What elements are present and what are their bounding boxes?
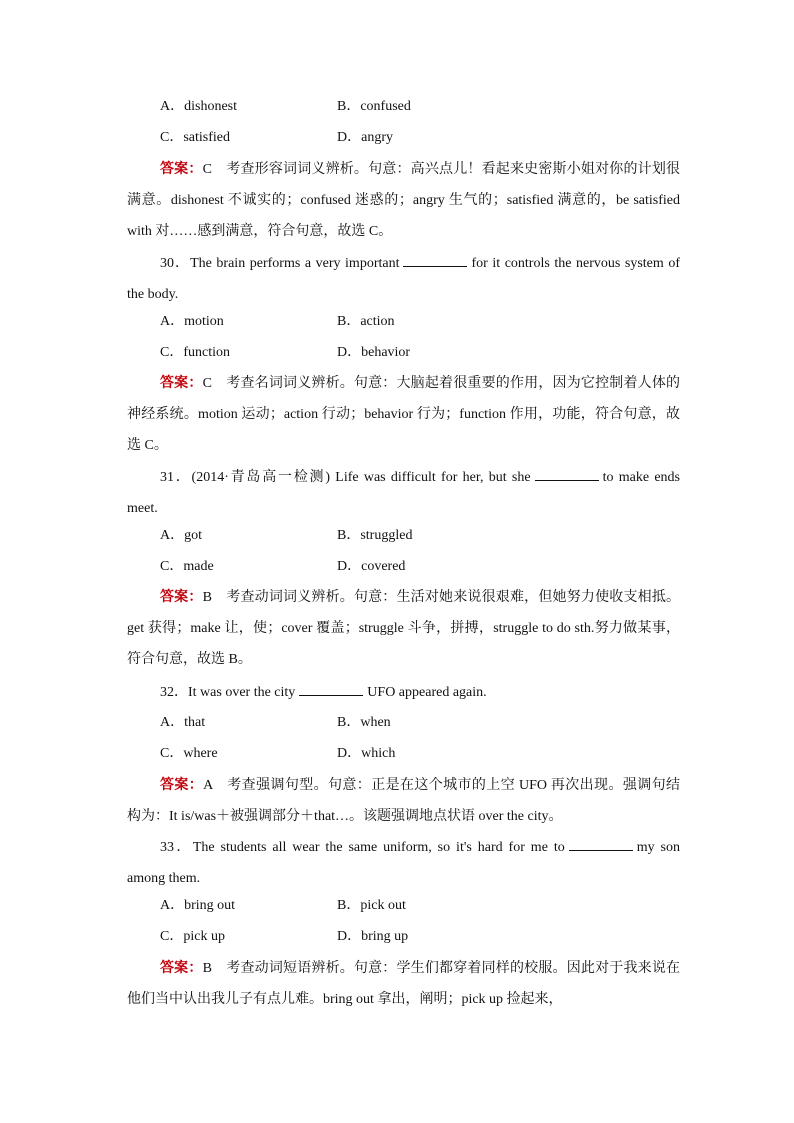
answer-blank [569,838,633,851]
q30-stem-text: 30．The brain performs a very important [160,256,400,271]
q30-stem-text-end: for it controls the nervous system of the body. [127,256,681,302]
q33-option-d: D．bring up [337,929,409,944]
q29-answer [127,154,680,247]
q29-option-c: C．satisfied [160,130,230,145]
q33-stem-text: 33．The students all wear the same uniform, so it's hard for me to [160,840,565,855]
q30-options-row-2 [160,344,411,362]
answer-label: 答案： [160,590,203,605]
q32-option-d: D．which [337,746,396,761]
q30-options-row-1 [160,313,395,331]
q30-option-a: A．motion [160,314,224,329]
q31-stem [127,462,680,524]
q33-option-b: B．pick out [337,898,406,913]
q29-option-a: A．dishonest [160,99,237,114]
answer-blank [535,468,599,481]
answer-explanation: C 考查形容词词义辨析。句意：高兴点儿！看起来史密斯小姐对你的计划很满意。dishonest 不诚实的；confused 迷惑的；angry 生气的；satisfied 满意的，be satisfied with 对……感到满意，符合句意，故选 C。 [127,162,680,239]
answer-explanation: B 考查动词短语辨析。句意：学生们都穿着同样的校服。因此对于我来说在他们当中认出我儿子有点儿难。bring out 拿出，阐明；pick up 捡起来， [127,961,680,1007]
answer-label: 答案： [160,162,203,177]
q32-option-b: B．when [337,715,391,730]
q33-answer [127,953,680,1015]
answer-label: 答案： [160,961,203,976]
q33-option-c: C．pick up [160,929,225,944]
q31-answer [127,582,680,675]
q32-stem-text-end: UFO appeared again. [367,685,487,700]
answer-label: 答案： [160,778,204,793]
q32-options-row-2 [160,745,396,763]
q31-option-b: B．struggled [337,528,413,543]
q31-option-a: A．got [160,528,202,543]
q30-answer [127,368,680,461]
q30-option-d: D．behavior [337,345,411,360]
q31-stem-text: 31．(2014·青岛高一检测) Life was difficult for her, but she [160,470,531,485]
q32-options-row-1 [160,714,391,732]
q32-stem [127,677,680,708]
q31-stem-text-end: to make ends meet. [127,470,680,516]
answer-explanation: A 考查强调句型。句意：正是在这个城市的上空 UFO 再次出现。强调句结构为：It is/was＋被强调部分＋that…。该题强调地点状语 over the city。 [127,778,681,824]
q32-option-a: A．that [160,715,206,730]
q32-answer [127,770,680,832]
q30-stem [127,248,680,310]
answer-blank [403,254,467,267]
q29-option-b: B．confused [337,99,411,114]
q32-option-c: C．where [160,746,218,761]
q29-options-row-2 [160,129,393,147]
q30-option-b: B．action [337,314,395,329]
answer-label: 答案： [160,376,203,391]
q31-options-row-1 [160,527,413,545]
q29-option-d: D．angry [337,130,393,145]
answer-explanation: B 考查动词词义辨析。句意：生活对她来说很艰难，但她努力使收支相抵。get 获得；make 让，使；cover 覆盖；struggle 斗争，拼搏，struggle to do sth.努力做某事，符合句意，故选 B。 [127,590,680,667]
answer-explanation: C 考查名词词义辨析。句意：大脑起着很重要的作用，因为它控制着人体的神经系统。motion 运动；action 行动；behavior 行为；function 作用，功能，符合句意，故选 C。 [127,376,680,453]
q33-options-row-1 [160,897,406,915]
q32-stem-text: 32．It was over the city [160,685,296,700]
q29-options-row-1 [160,98,411,116]
q31-option-d: D．covered [337,559,406,574]
q33-stem-text-end: my son among them. [127,840,681,886]
q33-option-a: A．bring out [160,898,236,913]
q30-option-c: C．function [160,345,230,360]
q31-options-row-2 [160,558,406,576]
q33-options-row-2 [160,928,409,946]
q31-option-c: C．made [160,559,214,574]
answer-blank [299,683,363,696]
q33-stem [127,832,680,894]
